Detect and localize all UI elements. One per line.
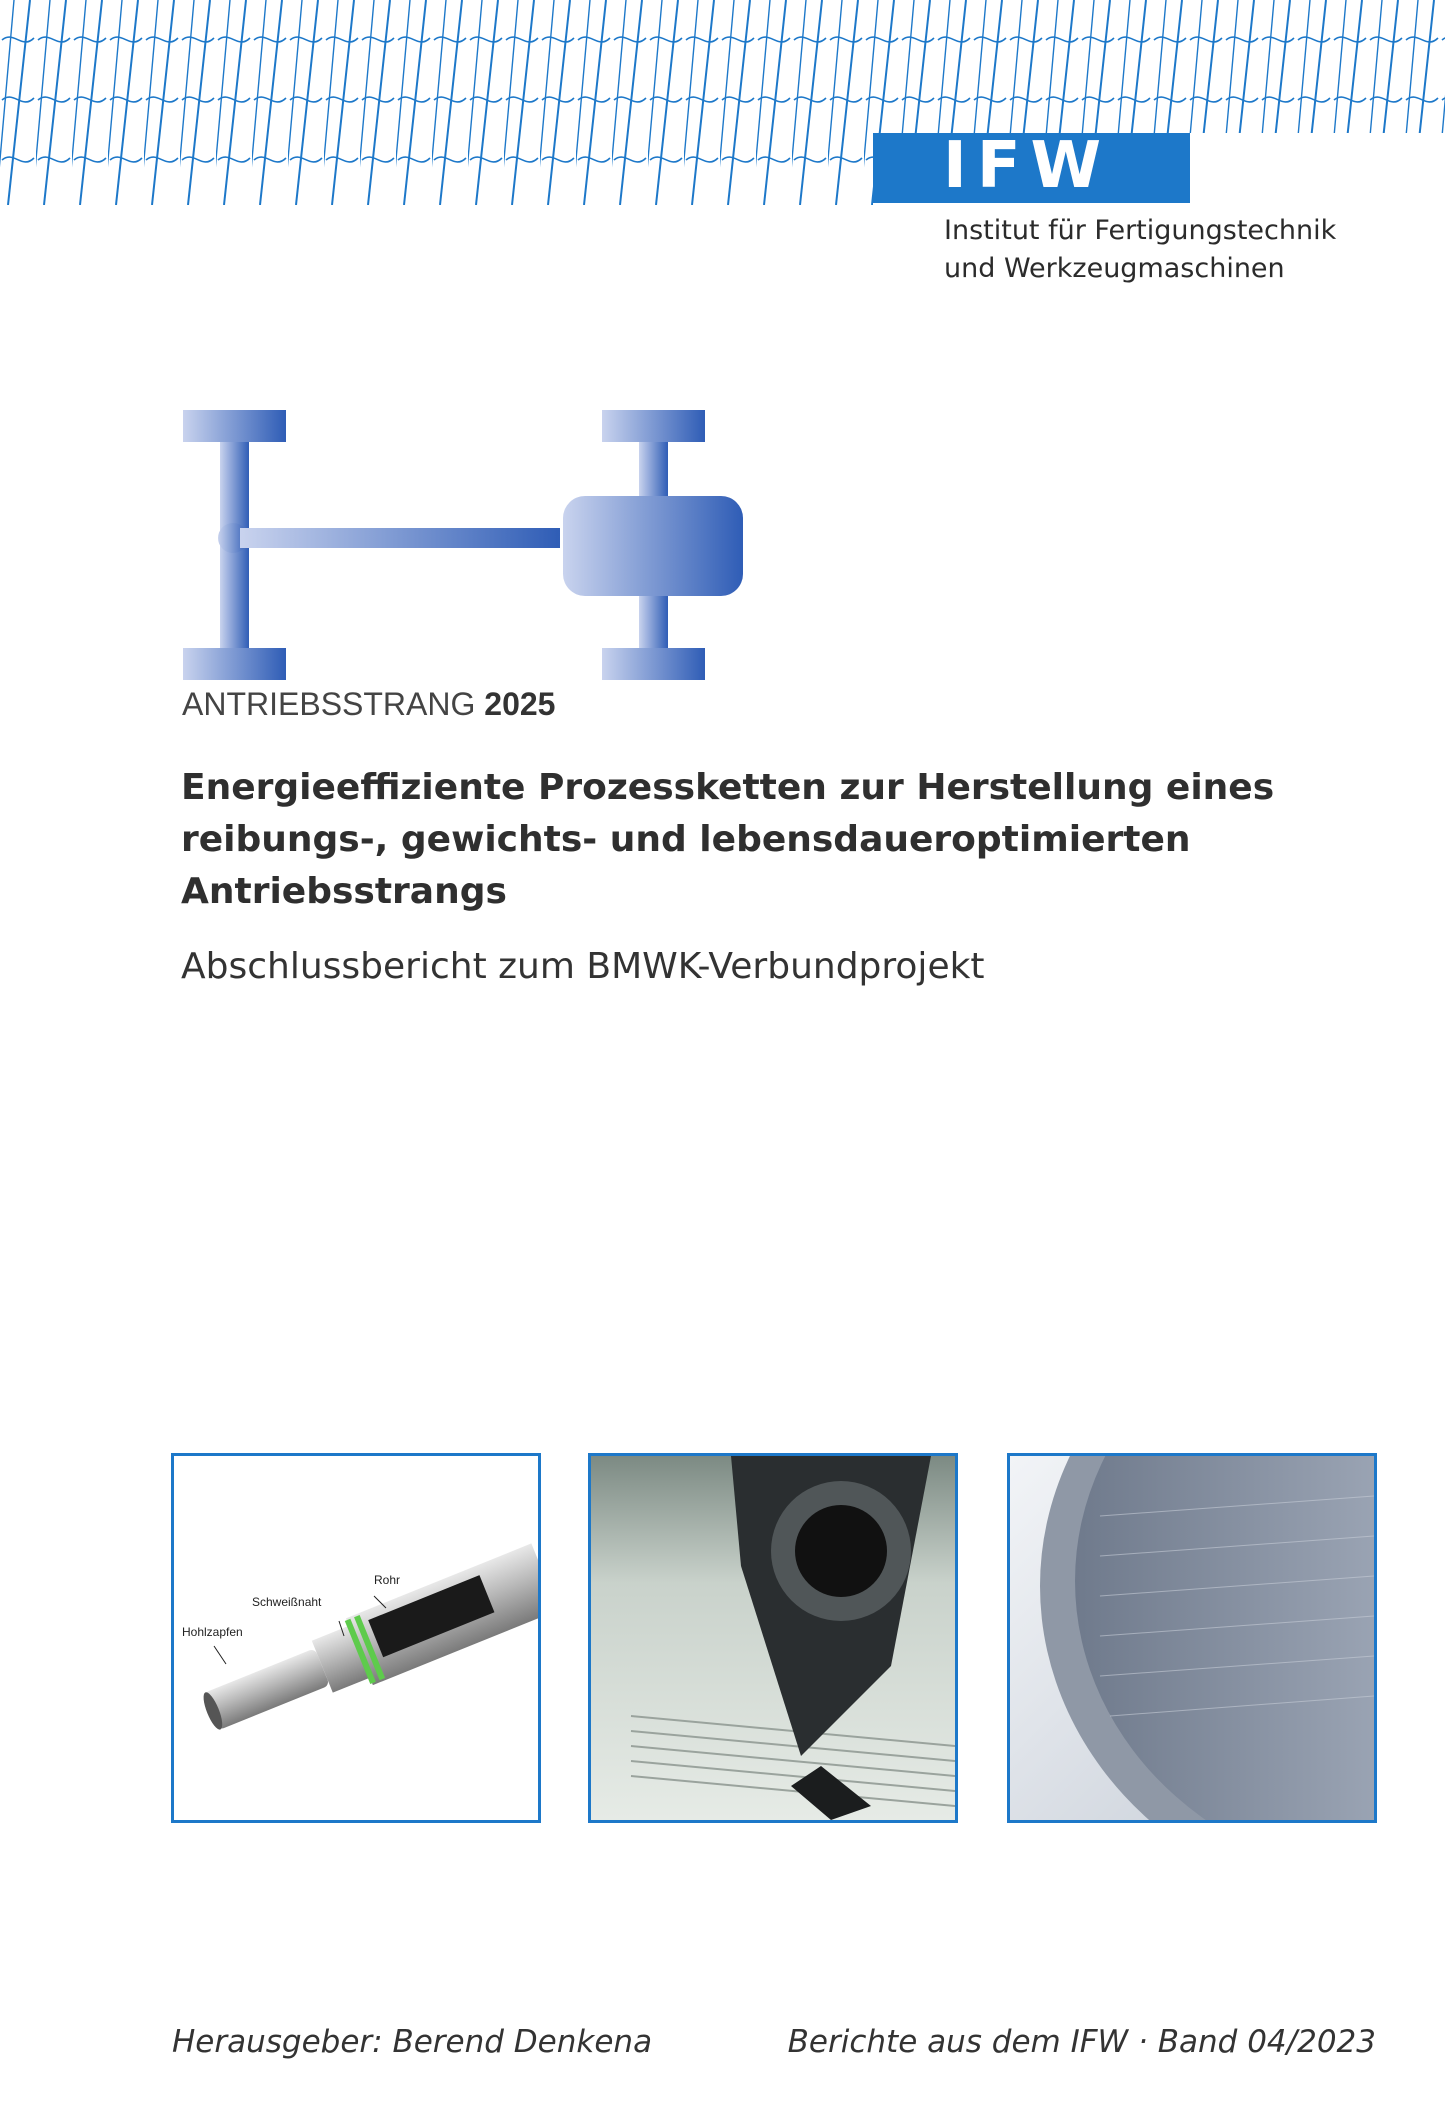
label-schweissnaht: Schweißnaht bbox=[252, 1595, 322, 1609]
institute-name-line2: und Werkzeugmaschinen bbox=[944, 253, 1285, 284]
logo-caption-light: ANTRIEBSSTRANG bbox=[182, 686, 485, 722]
photo-bearing-ring bbox=[1007, 1453, 1377, 1823]
ifw-logo-text: IFW bbox=[943, 129, 1112, 203]
logo-caption-year: 2025 bbox=[484, 686, 556, 722]
photo-hollow-shaft bbox=[171, 1453, 541, 1823]
header-pattern bbox=[0, 0, 1445, 205]
subtitle: Abschlussbericht zum BMWK-Verbundprojekt bbox=[181, 946, 985, 987]
institute-name-line1: Institut für Fertigungstechnik bbox=[944, 215, 1337, 246]
drivetrain-logo-icon bbox=[180, 410, 745, 680]
title-line2: reibungs-, gewichts- und lebensdaueroptimierten bbox=[181, 819, 1191, 860]
photo-cutting-tool bbox=[588, 1453, 958, 1823]
bearing-ring-image bbox=[1010, 1456, 1374, 1820]
title-line3: Antriebsstrangs bbox=[181, 871, 507, 912]
label-hohlzapfen: Hohlzapfen bbox=[182, 1625, 243, 1639]
footer-series: Berichte aus dem IFW · Band 04/2023 bbox=[787, 2024, 1376, 2060]
cutting-tool-image bbox=[591, 1456, 955, 1820]
hollow-shaft-illustration bbox=[174, 1456, 538, 1820]
title-line1: Energieeffiziente Prozessketten zur Herstellung eines bbox=[181, 767, 1275, 808]
logo-caption bbox=[182, 686, 555, 723]
footer-editor: Herausgeber: Berend Denkena bbox=[172, 2024, 653, 2060]
label-rohr: Rohr bbox=[374, 1573, 401, 1587]
